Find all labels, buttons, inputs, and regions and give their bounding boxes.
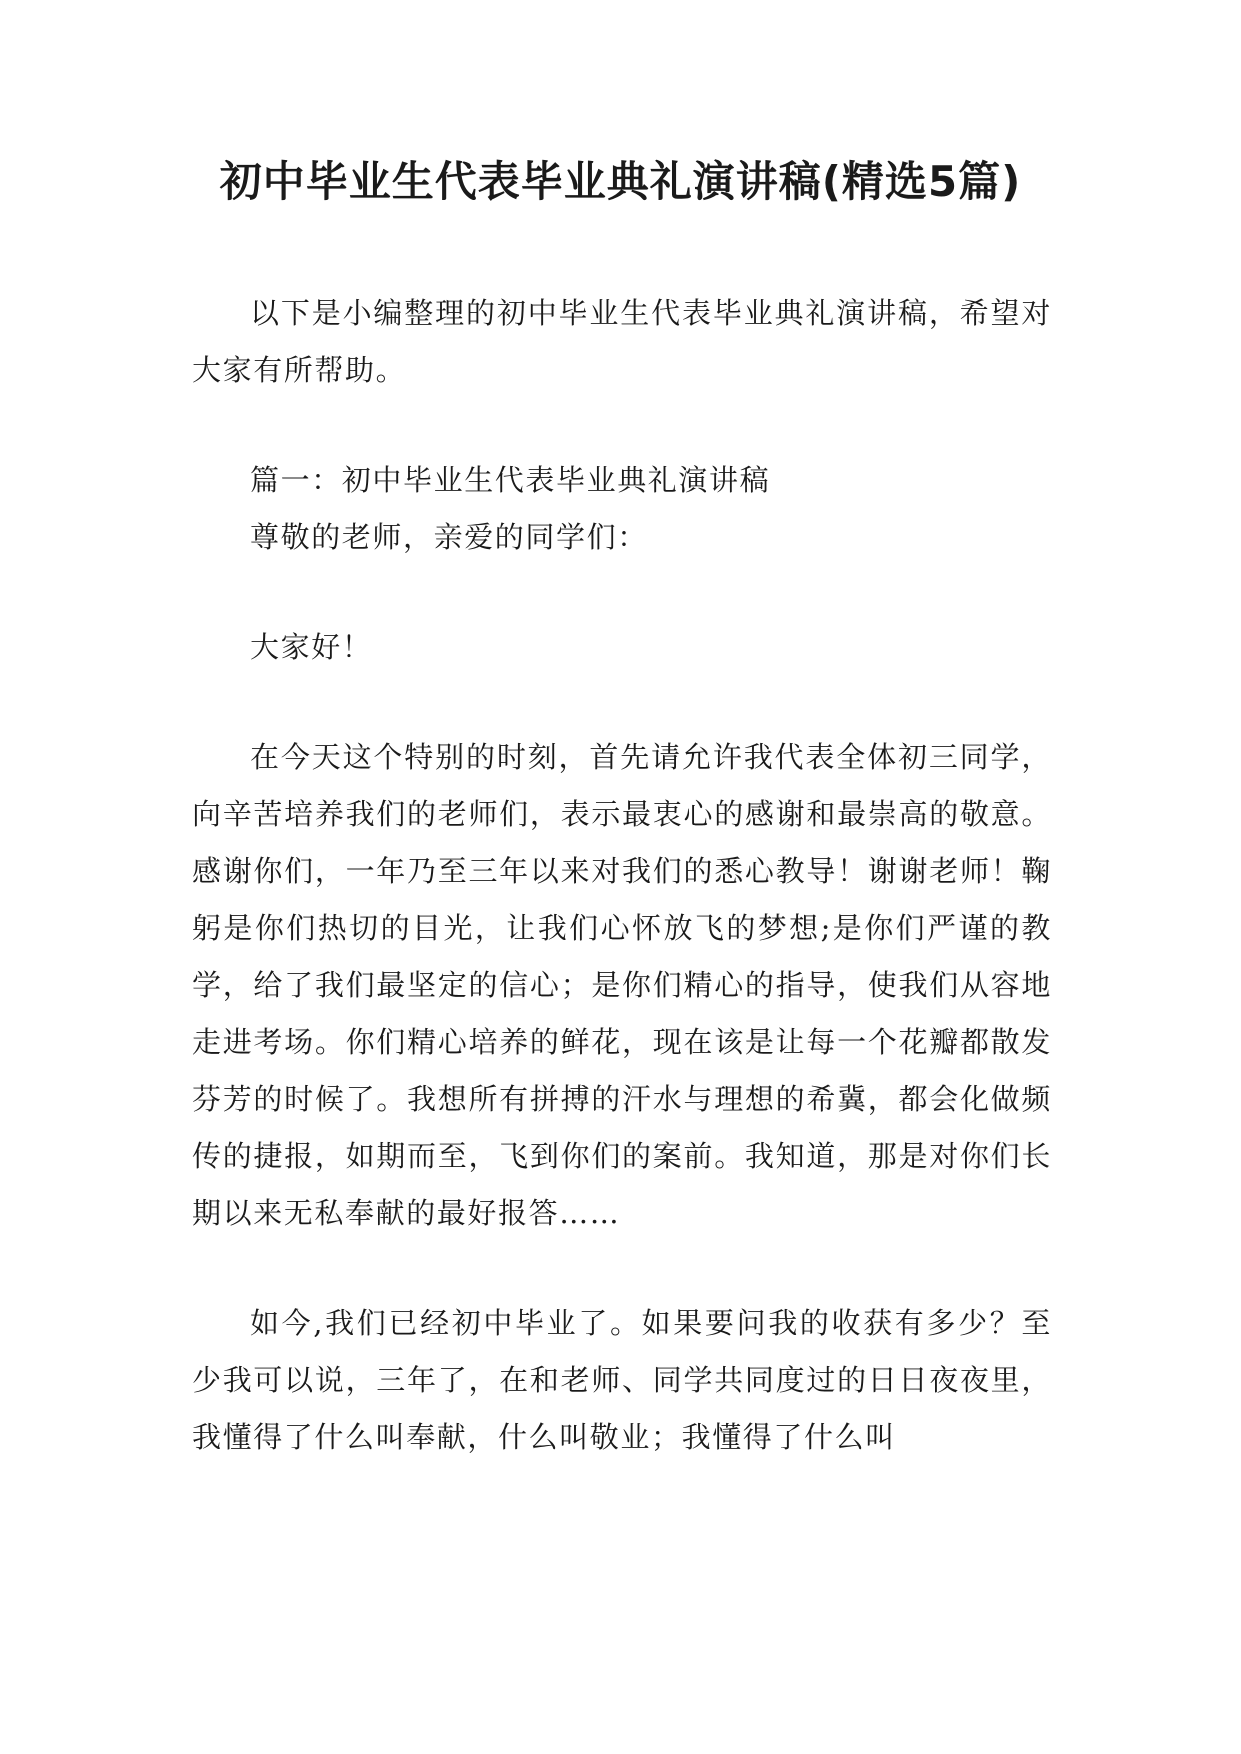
paragraph-spacer	[192, 1242, 1052, 1295]
paragraph-spacer	[192, 676, 1052, 729]
paragraph-spacer	[192, 399, 1052, 452]
body-paragraph: 如今,我们已经初中毕业了。如果要问我的收获有多少？至少我可以说，三年了，在和老师、同学共同度过的日日夜夜里，我懂得了什么叫奉献，什么叫敬业；我懂得了什么叫	[192, 1306, 1052, 1454]
paragraph-spacer	[192, 566, 1052, 619]
intro-paragraph: 以下是小编整理的初中毕业生代表毕业典礼演讲稿，希望对大家有所帮助。	[192, 296, 1052, 387]
salutation: 尊敬的老师，亲爱的同学们：	[250, 520, 648, 554]
document-body	[192, 285, 1052, 1466]
greeting: 大家好！	[250, 630, 373, 664]
body-paragraph: 在今天这个特别的时刻，首先请允许我代表全体初三同学，向辛苦培养我们的老师们，表示最衷心的感谢和最崇高的敬意。感谢你们，一年乃至三年以来对我们的悉心教导！谢谢老师！鞠躬是你们热切的目光，让我们心怀放飞的梦想;是你们严谨的教学，给了我们最坚定的信心；是你们精心的指导，使我们从容地走进考场。你们精心培养的鲜花，现在该是让每一个花瓣都散发芬芳的时候了。我想所有拼搏的汗水与理想的希冀，都会化做频传的捷报，如期而至，飞到你们的案前。我知道，那是对你们长期以来无私奉献的最好报答……	[192, 740, 1052, 1230]
document-title: 初中毕业生代表毕业典礼演讲稿(精选5篇)	[219, 157, 1022, 206]
section-heading: 篇一：初中毕业生代表毕业典礼演讲稿	[250, 463, 771, 497]
